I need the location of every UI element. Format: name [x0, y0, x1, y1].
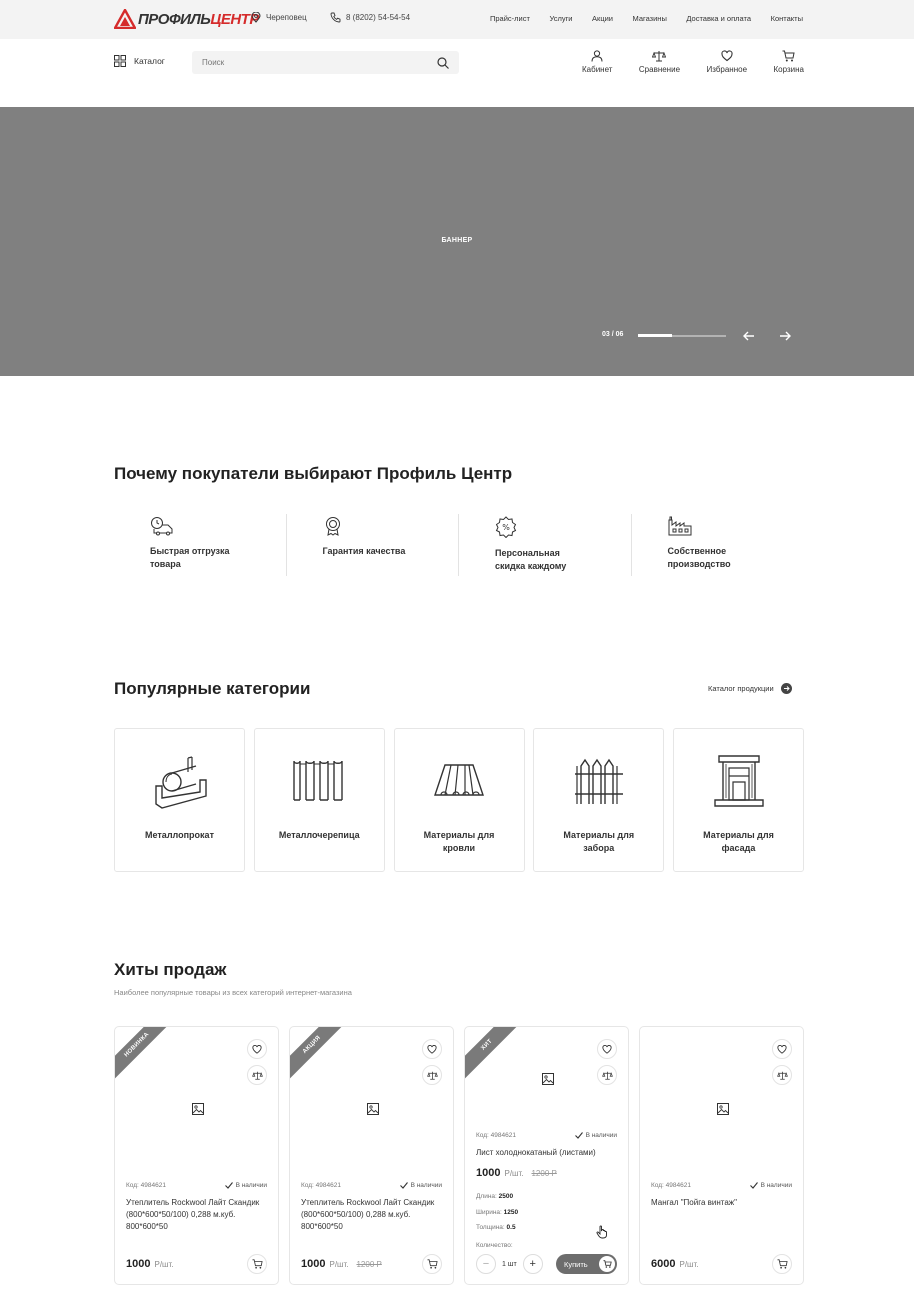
bestsellers-subtitle: Наиболее популярные товары из всех категорий интернет-магазина — [114, 988, 352, 997]
image-placeholder-icon — [717, 1103, 729, 1115]
compare-button[interactable] — [247, 1065, 267, 1085]
feature-label-line2: производство — [667, 559, 731, 569]
city-label: Череповец — [266, 13, 307, 22]
metal-tile-icon — [290, 758, 348, 804]
add-to-cart-button[interactable] — [772, 1254, 792, 1274]
product-price — [651, 1258, 706, 1270]
bestsellers-title: Хиты продаж — [114, 960, 227, 979]
spec-row — [476, 1189, 518, 1205]
product-ribbon: АКЦИЯ — [289, 1026, 353, 1086]
price-unit: Р/шт. — [329, 1260, 349, 1269]
favorites-label: Избранное — [706, 65, 748, 74]
spec-value: 1250 — [503, 1208, 519, 1216]
spec-label: Ширина: — [476, 1208, 502, 1216]
heart-icon — [427, 1045, 437, 1054]
metal-rolling-icon — [152, 752, 208, 810]
user-icon — [591, 50, 603, 62]
stock-status — [575, 1132, 617, 1139]
header-actions — [582, 50, 804, 74]
cart-label: Корзина — [773, 65, 804, 74]
cart-icon — [252, 1259, 263, 1269]
price-value: 1000 — [476, 1167, 501, 1179]
product-ribbon: НОВИНКА — [114, 1026, 178, 1086]
arrow-right-icon — [778, 329, 792, 343]
delivery-truck-icon — [150, 516, 174, 536]
increase-quantity-button[interactable]: + — [523, 1254, 543, 1274]
feature-item — [459, 514, 632, 576]
spec-label: Толщина: — [476, 1224, 505, 1231]
banner-prev-button[interactable] — [742, 329, 756, 343]
quantity-stepper — [476, 1254, 543, 1274]
account-label: Кабинет — [582, 65, 613, 74]
category-label-line2: забора — [583, 843, 615, 853]
product-card[interactable] — [464, 1026, 629, 1285]
search-input[interactable] — [202, 58, 402, 67]
catalog-link[interactable] — [708, 683, 792, 694]
stock-label: В наличии — [760, 1182, 792, 1189]
quality-medal-icon — [323, 516, 343, 536]
hand-cursor-icon — [596, 1225, 608, 1239]
cart-icon — [782, 50, 795, 62]
category-label-line1: Материалы для — [703, 830, 774, 840]
phone-link[interactable] — [330, 12, 410, 23]
price-value: 6000 — [651, 1258, 676, 1270]
scales-icon — [777, 1071, 788, 1080]
logo[interactable] — [114, 6, 259, 32]
nav-services[interactable]: Услуги — [549, 14, 573, 23]
spec-value: 2500 — [498, 1193, 514, 1200]
product-card[interactable] — [114, 1026, 279, 1285]
product-card[interactable] — [639, 1026, 804, 1285]
favorite-button[interactable] — [247, 1039, 267, 1059]
quantity-value[interactable]: 1 шт — [502, 1260, 517, 1268]
feature-label-line2: скидка каждому — [495, 561, 567, 571]
stock-status — [750, 1182, 792, 1189]
decrease-quantity-button[interactable]: − — [476, 1254, 496, 1274]
spec-row — [476, 1205, 518, 1221]
arrow-circle-right-icon — [781, 683, 792, 694]
nav-promotions[interactable]: Акции — [592, 14, 613, 23]
catalog-button[interactable] — [114, 55, 165, 67]
scales-icon — [652, 50, 666, 62]
category-label-line1: Металлопрокат — [145, 830, 214, 840]
category-label-line1: Материалы для — [423, 830, 495, 840]
feature-label-line1: Собственное — [667, 546, 727, 556]
quantity-label: Количество: — [476, 1242, 513, 1249]
compare-button[interactable] — [772, 1065, 792, 1085]
cart-icon — [603, 1260, 612, 1268]
category-label-line2: кровли — [442, 843, 476, 853]
old-price: 1200 Р — [531, 1169, 557, 1178]
arrow-left-icon — [742, 329, 756, 343]
compare-button[interactable] — [639, 50, 680, 74]
heart-icon — [252, 1045, 262, 1054]
category-label-line2: фасада — [721, 843, 756, 853]
nav-delivery[interactable]: Доставка и оплата — [686, 14, 752, 23]
add-to-cart-button[interactable] — [247, 1254, 267, 1274]
category-card[interactable] — [114, 728, 245, 872]
discount-badge-icon — [495, 516, 517, 538]
stock-status — [400, 1182, 442, 1189]
cart-button[interactable] — [773, 50, 803, 74]
product-price — [301, 1258, 382, 1270]
product-ribbon: ХИТ — [464, 1026, 528, 1086]
stock-status — [225, 1182, 267, 1189]
fence-icon — [571, 756, 627, 806]
feature-item — [114, 514, 287, 576]
image-placeholder-icon — [542, 1073, 554, 1085]
roofing-icon — [431, 761, 487, 801]
city-selector[interactable] — [251, 12, 307, 23]
buy-button[interactable] — [556, 1254, 617, 1274]
old-price: 1200 Р — [356, 1260, 382, 1269]
phone-number: 8 (8202) 54-54-54 — [346, 13, 411, 22]
spec-row — [476, 1220, 518, 1236]
search-icon[interactable] — [437, 57, 449, 69]
price-unit: Р/шт. — [504, 1169, 524, 1178]
favorites-button[interactable] — [706, 50, 747, 74]
popular-categories-title: Популярные категории — [114, 679, 311, 698]
product-card[interactable] — [289, 1026, 454, 1285]
cart-icon — [777, 1259, 788, 1269]
slide-counter: 03 / 06 — [602, 331, 624, 338]
location-pin-icon — [251, 12, 261, 23]
category-label-line1: Материалы для — [563, 830, 635, 840]
favorite-button[interactable] — [597, 1039, 617, 1059]
spec-label: Длина: — [476, 1193, 497, 1200]
product-name[interactable]: Утеплитель Rockwool Лайт Скандик (800*600*50/100) 0,288 м.куб. 800*600*50 — [301, 1198, 435, 1231]
price-unit: Р/шт. — [154, 1260, 174, 1269]
banner-next-button[interactable] — [778, 329, 792, 343]
product-name[interactable]: Лист холоднокатаный (листами) — [476, 1148, 596, 1157]
product-code: Код: 4984621 — [651, 1182, 691, 1189]
product-price — [126, 1258, 181, 1270]
compare-button[interactable] — [422, 1065, 442, 1085]
scales-icon — [252, 1071, 263, 1080]
search-bar — [192, 51, 459, 74]
check-icon — [400, 1182, 408, 1189]
phone-icon — [330, 12, 341, 23]
product-code: Код: 4984621 — [301, 1182, 341, 1189]
logo-triangle-icon — [114, 9, 136, 29]
image-placeholder-icon — [192, 1103, 204, 1115]
stock-label: В наличии — [235, 1182, 267, 1189]
product-code: Код: 4984621 — [126, 1182, 166, 1189]
scales-icon — [427, 1071, 438, 1080]
nav-price-list[interactable]: Прайс-лист — [490, 14, 530, 23]
factory-icon — [668, 516, 692, 536]
price-value: 1000 — [126, 1258, 151, 1270]
feature-item — [287, 514, 460, 576]
banner-text: БАННЕР — [441, 237, 473, 244]
product-price — [476, 1167, 557, 1179]
features-list — [114, 514, 804, 576]
heart-icon — [721, 50, 733, 62]
nav-contacts[interactable]: Контакты — [770, 14, 803, 23]
favorite-button[interactable] — [422, 1039, 442, 1059]
category-label-line1: Металлочерепица — [278, 830, 360, 840]
category-card[interactable] — [254, 728, 385, 872]
check-icon — [225, 1182, 233, 1189]
category-card[interactable] — [394, 728, 525, 872]
feature-label-line1: Гарантия качества — [322, 546, 406, 556]
category-grid — [114, 728, 804, 872]
category-card[interactable] — [533, 728, 664, 872]
heart-icon — [602, 1045, 612, 1054]
stock-label: В наличии — [410, 1182, 442, 1189]
compare-label: Сравнение — [638, 65, 681, 74]
stock-label: В наличии — [585, 1132, 617, 1139]
why-section-title: Почему покупатели выбирают Профиль Центр — [114, 464, 513, 483]
feature-label-line1: Быстрая отгрузка — [150, 546, 230, 556]
cart-icon — [427, 1259, 438, 1269]
buy-label: Купить — [564, 1259, 588, 1269]
svg-text:%: % — [502, 523, 510, 532]
category-card[interactable] — [673, 728, 804, 872]
catalog-label: Каталог — [134, 56, 165, 66]
heart-icon — [777, 1045, 787, 1054]
product-specs — [476, 1189, 518, 1236]
account-button[interactable] — [582, 50, 612, 74]
price-value: 1000 — [301, 1258, 326, 1270]
image-placeholder-icon — [367, 1103, 379, 1115]
feature-item — [632, 514, 805, 576]
check-icon — [750, 1182, 758, 1189]
product-code: Код: 4984621 — [476, 1132, 516, 1139]
spec-value: 0.5 — [506, 1224, 516, 1231]
slide-progress-fill — [638, 334, 672, 337]
logo-text: ПРОФИЛЬЦЕНТР — [138, 10, 259, 28]
grid-icon — [114, 55, 126, 67]
feature-label-line2: товара — [150, 559, 181, 569]
catalog-link-label: Каталог продукции — [708, 684, 774, 693]
feature-label-line1: Персональная — [495, 548, 560, 558]
top-nav — [490, 14, 803, 23]
nav-stores[interactable]: Магазины — [632, 14, 667, 23]
product-name[interactable]: Утеплитель Rockwool Лайт Скандик (800*600*50/100) 0,288 м.куб. 800*600*50 — [126, 1198, 260, 1231]
price-unit: Р/шт. — [679, 1260, 699, 1269]
product-list — [114, 1026, 804, 1285]
favorite-button[interactable] — [772, 1039, 792, 1059]
check-icon — [575, 1132, 583, 1139]
facade-icon — [711, 754, 767, 808]
add-to-cart-button[interactable] — [422, 1254, 442, 1274]
product-name[interactable]: Мангал "Пойга винтаж" — [651, 1198, 737, 1207]
